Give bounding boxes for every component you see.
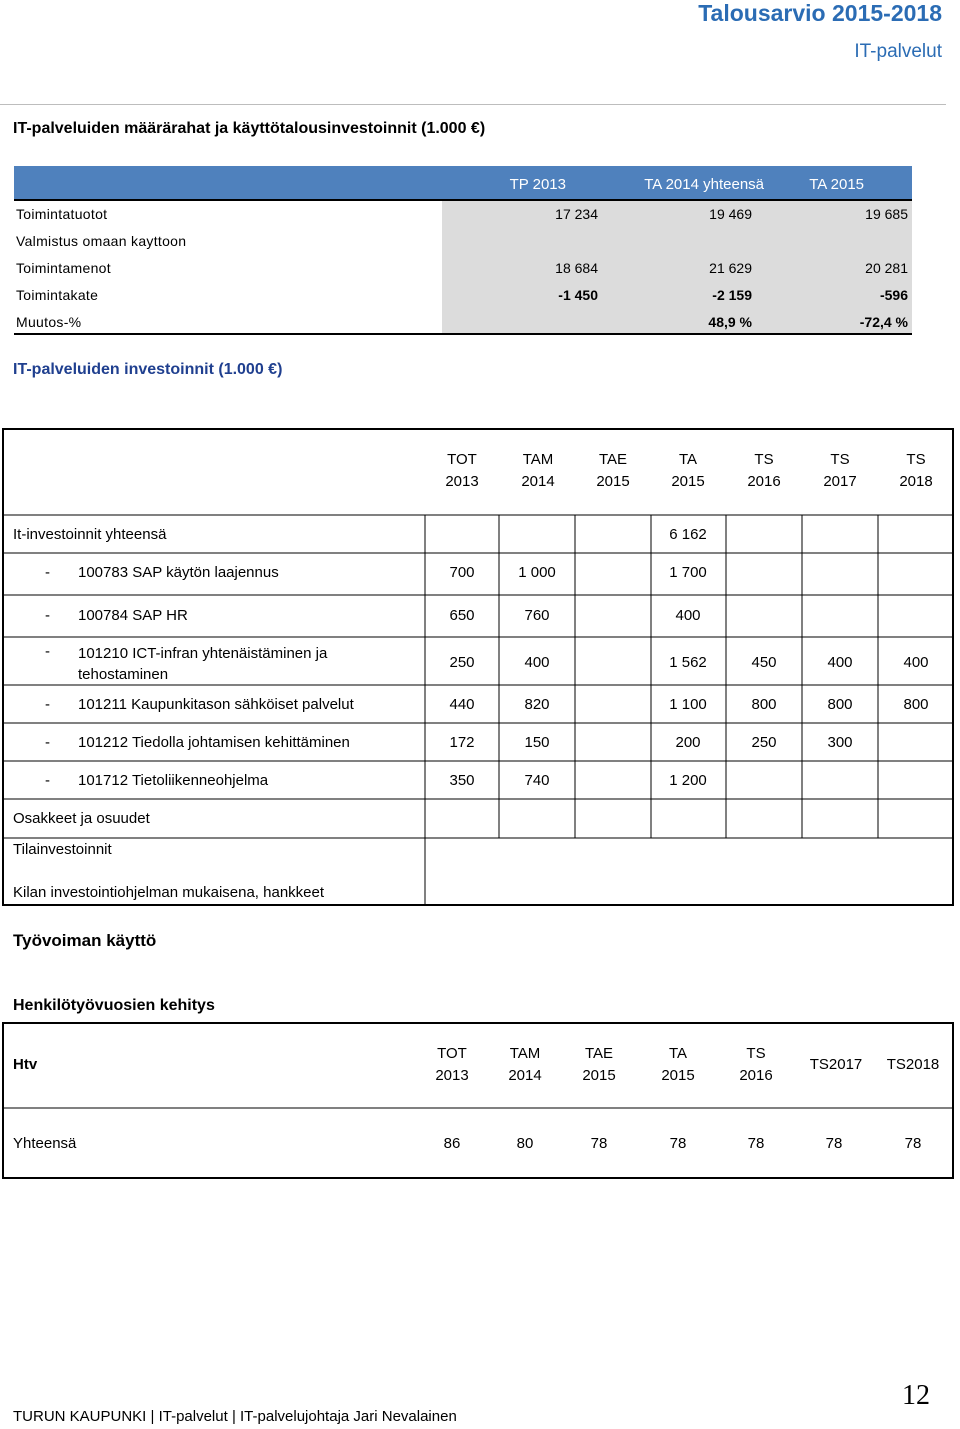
document-title: Talousarvio 2015-2018 <box>698 0 942 26</box>
section1-heading: IT-palveluiden määrärahat ja käyttötalousinvestoinnit (1.000 €) <box>13 120 486 137</box>
row-label: Muutos-% <box>16 314 82 330</box>
inv-col-header-l1: TOT <box>447 451 477 468</box>
value-ta2014: -2 159 <box>712 287 752 303</box>
inv-total-ta2015: 6 162 <box>669 526 707 543</box>
osakkeet-label: Osakkeet ja osuudet <box>13 810 150 827</box>
htv-v-ts2018: 78 <box>904 1135 922 1152</box>
v-ts2017: 400 <box>827 654 853 671</box>
col-ta2015: TA 2015 <box>809 176 864 193</box>
inv-col-header-l2: 2017 <box>823 473 857 490</box>
v-tam2014: 150 <box>524 734 550 751</box>
htv-col-header-l2: 2013 <box>435 1067 469 1084</box>
v-ta2015: 1 100 <box>669 696 707 713</box>
inv-col-header-l1: TA <box>678 451 698 468</box>
inv-col-header-l2: 2013 <box>445 473 479 490</box>
v-ts2016: 250 <box>751 734 777 751</box>
row-label: 101211 Kaupunkitason sähköiset palvelut <box>78 696 354 713</box>
v-tam2014: 760 <box>524 607 550 624</box>
value-ta2015: -72,4 % <box>859 314 908 330</box>
value-ta2015: 19 685 <box>865 206 908 222</box>
v-tam2014: 1 000 <box>518 564 556 581</box>
inv-total-label: It-investoinnit yhteensä <box>13 526 167 543</box>
inv-col-header-l2: 2014 <box>521 473 555 490</box>
col-tp2013: TP 2013 <box>509 176 566 193</box>
inv-col-header-l1: TAM <box>522 451 554 468</box>
htv-v-ts2016: 78 <box>747 1135 765 1152</box>
row-dash: - <box>45 696 50 713</box>
value-tp2013: -1 450 <box>558 287 598 303</box>
htv-col-header-l1: TOT <box>437 1045 467 1062</box>
v-ts2016: 450 <box>751 654 777 671</box>
v-ts2017: 800 <box>827 696 853 713</box>
kilan-label: Kilan investointiohjelman mukaisena, hankkeet <box>13 884 325 901</box>
htv-col-header <box>800 1054 872 1076</box>
inv-col-header-l1: TS <box>906 451 926 468</box>
row-label: 100783 SAP käytön laajennus <box>78 564 279 581</box>
row-dash: - <box>45 772 50 789</box>
htv-col-header <box>648 1043 708 1087</box>
row-dash: - <box>45 734 50 751</box>
htv-col-header-l2: 2016 <box>739 1067 773 1084</box>
htv-col-header-l2: 2014 <box>508 1067 542 1084</box>
page-number: 12 <box>902 1380 930 1411</box>
htv-col-header-l2: 2015 <box>661 1067 695 1084</box>
htv-col-header-l1: TS2017 <box>809 1056 863 1073</box>
inv-col-header-l2: 2018 <box>899 473 933 490</box>
footer-text: TURUN KAUPUNKI | IT-palvelut | IT-palvelujohtaja Jari Nevalainen <box>13 1408 457 1425</box>
v-tot2013: 172 <box>449 734 475 751</box>
row-label: 101712 Tietoliikenneohjelma <box>78 772 269 789</box>
htv-col-header <box>422 1043 482 1087</box>
v-ta2015: 400 <box>675 607 701 624</box>
section3-heading: Työvoiman käyttö <box>13 931 157 950</box>
document-subtitle: IT-palvelut <box>854 41 942 62</box>
row-label: 100784 SAP HR <box>78 607 188 624</box>
htv-col-header-l1: TAM <box>509 1045 541 1062</box>
inv-col-header-l1: TS <box>754 451 774 468</box>
row-dash: - <box>45 607 50 624</box>
col-ta2014: TA 2014 yhteensä <box>644 176 764 193</box>
v-ts2018: 800 <box>903 696 929 713</box>
v-ta2015: 1 700 <box>669 564 707 581</box>
v-tot2013: 650 <box>449 607 475 624</box>
htv-col-header <box>726 1043 786 1087</box>
htv-v-ts2017: 78 <box>825 1135 843 1152</box>
v-ta2015: 1 200 <box>669 772 707 789</box>
row-label: Valmistus omaan kayttoon <box>16 233 187 249</box>
htv-col-header-l2: 2015 <box>582 1067 616 1084</box>
inv-col-header-l2: 2015 <box>671 473 705 490</box>
v-tam2014: 400 <box>524 654 550 671</box>
htv-v-tae2015: 78 <box>590 1135 608 1152</box>
v-tot2013: 700 <box>449 564 475 581</box>
inv-col-header-l1: TS <box>830 451 850 468</box>
htv-col-header <box>569 1043 629 1087</box>
row-label: 101212 Tiedolla johtamisen kehittäminen <box>78 734 350 751</box>
section3-subheading: Henkilötyövuosien kehitys <box>13 997 215 1014</box>
section2-heading: IT-palveluiden investoinnit (1.000 €) <box>13 361 283 378</box>
value-tp2013: 18 684 <box>555 260 598 276</box>
v-ts2016: 800 <box>751 696 777 713</box>
inv-col-header-l1: TAE <box>598 451 628 468</box>
v-ts2018: 400 <box>903 654 929 671</box>
htv-v-tot2013: 86 <box>443 1135 461 1152</box>
htv-v-tam2014: 80 <box>516 1135 534 1152</box>
v-tam2014: 740 <box>524 772 550 789</box>
htv-col-header <box>877 1054 949 1076</box>
row-label: Toimintatuotot <box>16 206 108 222</box>
htv-col-header-l1: TS2018 <box>886 1056 940 1073</box>
htv-col-header <box>495 1043 555 1087</box>
v-tot2013: 350 <box>449 772 475 789</box>
row-label: Toimintakate <box>16 287 99 303</box>
value-ta2014: 19 469 <box>709 206 752 222</box>
htv-v-ta2015: 78 <box>669 1135 687 1152</box>
htv-total-label: Yhteensä <box>13 1135 77 1152</box>
htv-header-label: Htv <box>13 1056 38 1073</box>
v-tam2014: 820 <box>524 696 550 713</box>
row-label: 101210 ICT-infran yhtenäistäminen ja tehostaminen <box>78 645 328 683</box>
value-ta2015: -596 <box>879 287 908 303</box>
v-tot2013: 250 <box>449 654 475 671</box>
row-dash: - <box>45 564 50 581</box>
inv-col-header-l2: 2015 <box>596 473 630 490</box>
tilainvestoinnit-label: Tilainvestoinnit <box>13 841 112 858</box>
v-ta2015: 200 <box>675 734 701 751</box>
inv-col-header-l2: 2016 <box>747 473 781 490</box>
htv-col-header-l1: TAE <box>584 1045 614 1062</box>
row-dash: - <box>45 643 50 660</box>
value-ta2014: 21 629 <box>709 260 752 276</box>
v-tot2013: 440 <box>449 696 475 713</box>
value-ta2015: 20 281 <box>865 260 908 276</box>
v-ta2015: 1 562 <box>669 654 707 671</box>
v-ts2017: 300 <box>827 734 853 751</box>
htv-col-header-l1: TA <box>668 1045 688 1062</box>
row-label: Toimintamenot <box>16 260 111 276</box>
htv-col-header-l1: TS <box>746 1045 766 1062</box>
value-tp2013: 17 234 <box>555 206 598 222</box>
value-ta2014: 48,9 % <box>708 314 752 330</box>
